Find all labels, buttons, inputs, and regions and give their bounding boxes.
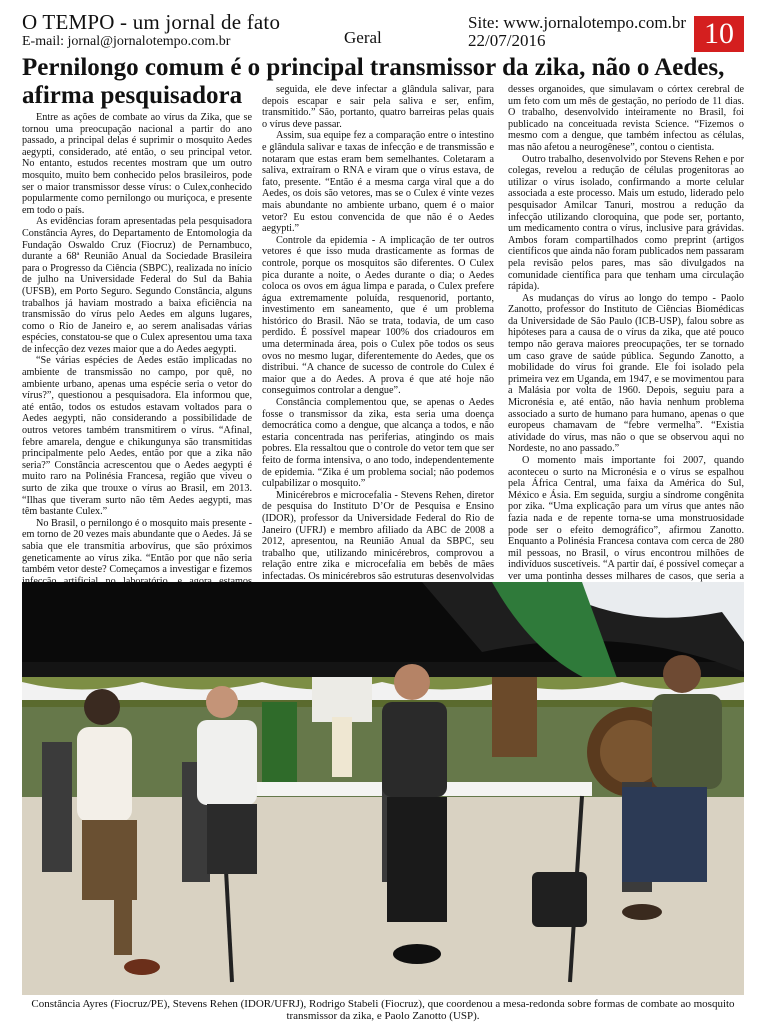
column-3 [508, 84, 744, 582]
paragraph-minicerebros: Minicérebros e microcefalia - Stevens Rehen, diretor de pesquisa do Instituto D’Or de Pesquisa e Ensino (IDOR), professor da Universidade Federal do Rio de Janeiro (UFRJ) e membro afiliado da ABC de 2008 a 2012, apresentou, na Reunião Anual da SBPC, seu trabalho que, utilizando minicérebros, comprovou a relação entre zika e microcefalia em bebês de mães infectadas. Os minicérebros são estruturas desenvolvidas [262, 489, 494, 582]
column-2 [262, 84, 494, 582]
paragraph: Entre as ações de combate ao vírus da Zika, que se tornou uma preocupação nacional a partir do ano passado, a principal delas é suprimir o mosquito Aedes aegypti, considerado, até então, o seu principal vetor. No entanto, estudos recentes mostram que um outro mosquito, muito bem conhecido pelos brasileiros, pode ser o maior transmissor desse vírus: o Culex,conhecido popularmente como pernilongo ou muriçoca, e presente em todo o país. [22, 112, 252, 216]
article-body [22, 84, 744, 580]
paragraph: O momento mais importante foi 2007, quando aconteceu o surto na Micronésia e o vírus se espalhou pela África Central, uma faixa da América do Sul, México e Ásia. Em seguida, surgiu a síndrome congênita por zika. “Uma explicação para um vírus que antes não fazia nada e de repente torna-se uma monstruosidade pode ser o efeito demográfico”, afirmou Zanotto. Enquanto a Polinésia Francesa contava com cerca de 280 mil pessoas, no Brasil, o vírus encontrou milhões de indivíduos suscetíveis. “A partir daí, é possível começar a ver uma pontinha desses milhares de casos, que seria a [508, 455, 744, 582]
section-label: Geral [344, 28, 382, 47]
paragraph: As evidências foram apresentadas pela pesquisadora Constância Ayres, do Departamento de Entomologia da Fundação Oswaldo Cruz (Fiocruz) de Pernambuco, durante a 68ª Reunião Anual da Sociedade Brasileira para o Progresso da Ciência (SBPC), realizada no início de julho na Universidade Federal do Sul da Bahia (UFSB), em Porto Seguro. Segundo Constância, alguns trabalhos já haviam mostrado a baixa eficiência na transmissão do vírus pelo Aedes em alguns lugares, como o Rio de Janeiro e, ao serem analisadas várias espécies, constatou-se que o Culex apresentou uma taxa de infecção dez vezes maior que a do Aedes aegypti. [22, 216, 252, 355]
site-url: Site: www.jornalotempo.com.br [468, 13, 686, 32]
paragraph-mudancas: As mudanças do vírus ao longo do tempo - Paolo Zanotto, professor do Instituto de Ciências Biomédicas da Universidade de São Paulo (ICB-USP), falou sobre as hipóteses para a causa de o vírus da zika, que até pouco tempo não gerava maiores preocupações, ter se tornado um caso grave de saúde pública. Segundo Zanotto, a mobilidade do vírus foi grande. Ele foi isolado pela primeira vez em Uganda, em 1947, e se movimentou para a Malásia por volta de 1960. Depois, seguiu para a Micronésia e, até então, não havia nenhum problema associado a surto de humano para humano, apenas o que europeus chamavam de “febre vermelha”. “Existia atividade do vírus, mas não o que se observou aqui no Nordeste, no ano passado.” [508, 292, 744, 455]
paragraph-controle: Controle da epidemia - A implicação de ter outros vetores é que isso muda drasticamente as formas de controle, porque os mosquitos são diferentes. O Culex pica durante a noite, o Aedes durante o dia; o Aedes coloca os ovos em água limpa e parada, o Culex prefere água extremamente poluída, resquenorid, portanto, investimento em saneamento, que é um problema histórico do Brasil. Não se trata, todavia, de um caso perdido. É possível mapear 100% dos criadouros em uma determinada área, pois o Culex põe todos os seus ovos no mesmo lugar, diferentemente do Aedes, que os distribui. “A chance de sucesso de controle do Culex é maior que a do Aedes. A prova é que até hoje não conseguimos controlar a dengue”. [262, 234, 494, 397]
email-line: E-mail: jornal@jornalotempo.com.br [22, 34, 231, 49]
paragraph: seguida, ele deve infectar a glândula salivar, para depois escapar e sair pela saliva e ser, enfim, transmitido.” São, portanto, quatro barreiras pelas quais o vírus deve passar. [262, 84, 494, 130]
panel-photo-illustration [22, 582, 744, 995]
paragraph: “Se várias espécies de Aedes estão implicadas no ambiente de transmissão no campo, por quê, no ambiente urbano, apenas uma espécie seria o vetor do vírus?”, questionou a pesquisadora. Ela informou que, até então, todos os estudos estavam voltados para o Aedes aegypti, não considerando a possibilidade de outros vetores também transmitirem o vírus. “Afinal, febre amarela, dengue e chikungunya são transmitidas principalmente pelo Aedes, então por que a zika não seria?” Constância acrescentou que o Aedes aegypti é muito raro na Polinésia Francesa, região que viveu o surto de zika que trouxe o vírus ao Brasil, em 2013. “Ilhas que tiveram surto não têm Aedes aegypti, mas têm bastante Culex.” [22, 355, 252, 518]
site-date-block [468, 14, 686, 50]
page-number: 10 [694, 16, 744, 52]
paragraph: Assim, sua equipe fez a comparação entre o intestino e glândula salivar e taxas de infecção e de transmissão e notaram que estas eram bem semelhantes. Coletaram a saliva, extraíram o RNA e viram que o vírus estava, de fato, presente. “Então é a mesma carga viral que a do Aedes, os dois são vetores, mas se o Culex é vinte vezes mais abundante no ambiente urbano, quem é o maior vetor? Eu estou convencida de que não é o Aedes aegypti.” [262, 130, 494, 235]
event-photo [22, 582, 744, 995]
headline-line-1: Pernilongo comum é o principal transmissor da zika, não o Aedes, [22, 54, 725, 81]
paragraph: Constância complementou que, se apenas o Aedes fosse o transmissor da zika, esta seria uma doença democrática como a dengue, que alcança a todos, e não estaria concentrada nas periferias, atingindo os mais pobres. Ela ressaltou que o controle do vetor tem que ser feito de forma intensiva, o ano todo, independentemente de epidemia. “Zika é um problema social; não podemos culpabilizar o mosquito.” [262, 397, 494, 490]
paragraph: desses organoides, que simulavam o córtex cerebral de um feto com um mês de gestação, no período de 11 dias. O trabalho, desenvolvido inteiramente no Brasil, foi publicado na conceituada revista Science. “Fizemos o mesmo com a dengue, que também infectou as células, mas não afetou a neurogênese”, contou o cientista. [508, 84, 744, 153]
column-1 [22, 112, 252, 578]
paragraph: Outro trabalho, desenvolvido por Stevens Rehen e por colegas, revelou a redução de células progenitoras ao utilizar o vírus isolado, confirmando a morte celular associada a este processo. Mais um estudo, liderado pelo pesquisador Amilcar Tanuri, mostrou a redução da infecção utilizando cloroquina, que pode ser, portanto, um medicamento contra o vírus, inclusive para grávidas. Ambos foram compartilhados como preprint (artigos científicos que ainda não foram publicados nem passaram pela revisão pelos pares, mas são divulgados na comunidade científica para que tenham uma circulação rápida). [508, 153, 744, 293]
masthead-block [22, 12, 280, 49]
headline-line-2: afirma pesquisadora [22, 82, 243, 109]
masthead-title: O TEMPO - um jornal de fato [22, 10, 281, 34]
photo-caption: Constância Ayres (Fiocruz/PE), Stevens Rehen (IDOR/UFRJ), Rodrigo Stabeli (Fiocruz), que coordenou a mesa-redonda sobre formas de combate ao mosquito transmissor da zika, e Paolo Zanotto (USP). [31, 998, 735, 1022]
paragraph: No Brasil, o pernilongo é o mosquito mais presente - em torno de 20 vezes mais abundante que o Aedes. Já se sabia que ele transmitia arbovírus, que são próximos geneticamente ao vírus zika. “Então por que não seria também vetor deste? Começamos a investigar e fizemos [22, 517, 252, 576]
issue-date: 22/07/2016 [468, 31, 546, 50]
